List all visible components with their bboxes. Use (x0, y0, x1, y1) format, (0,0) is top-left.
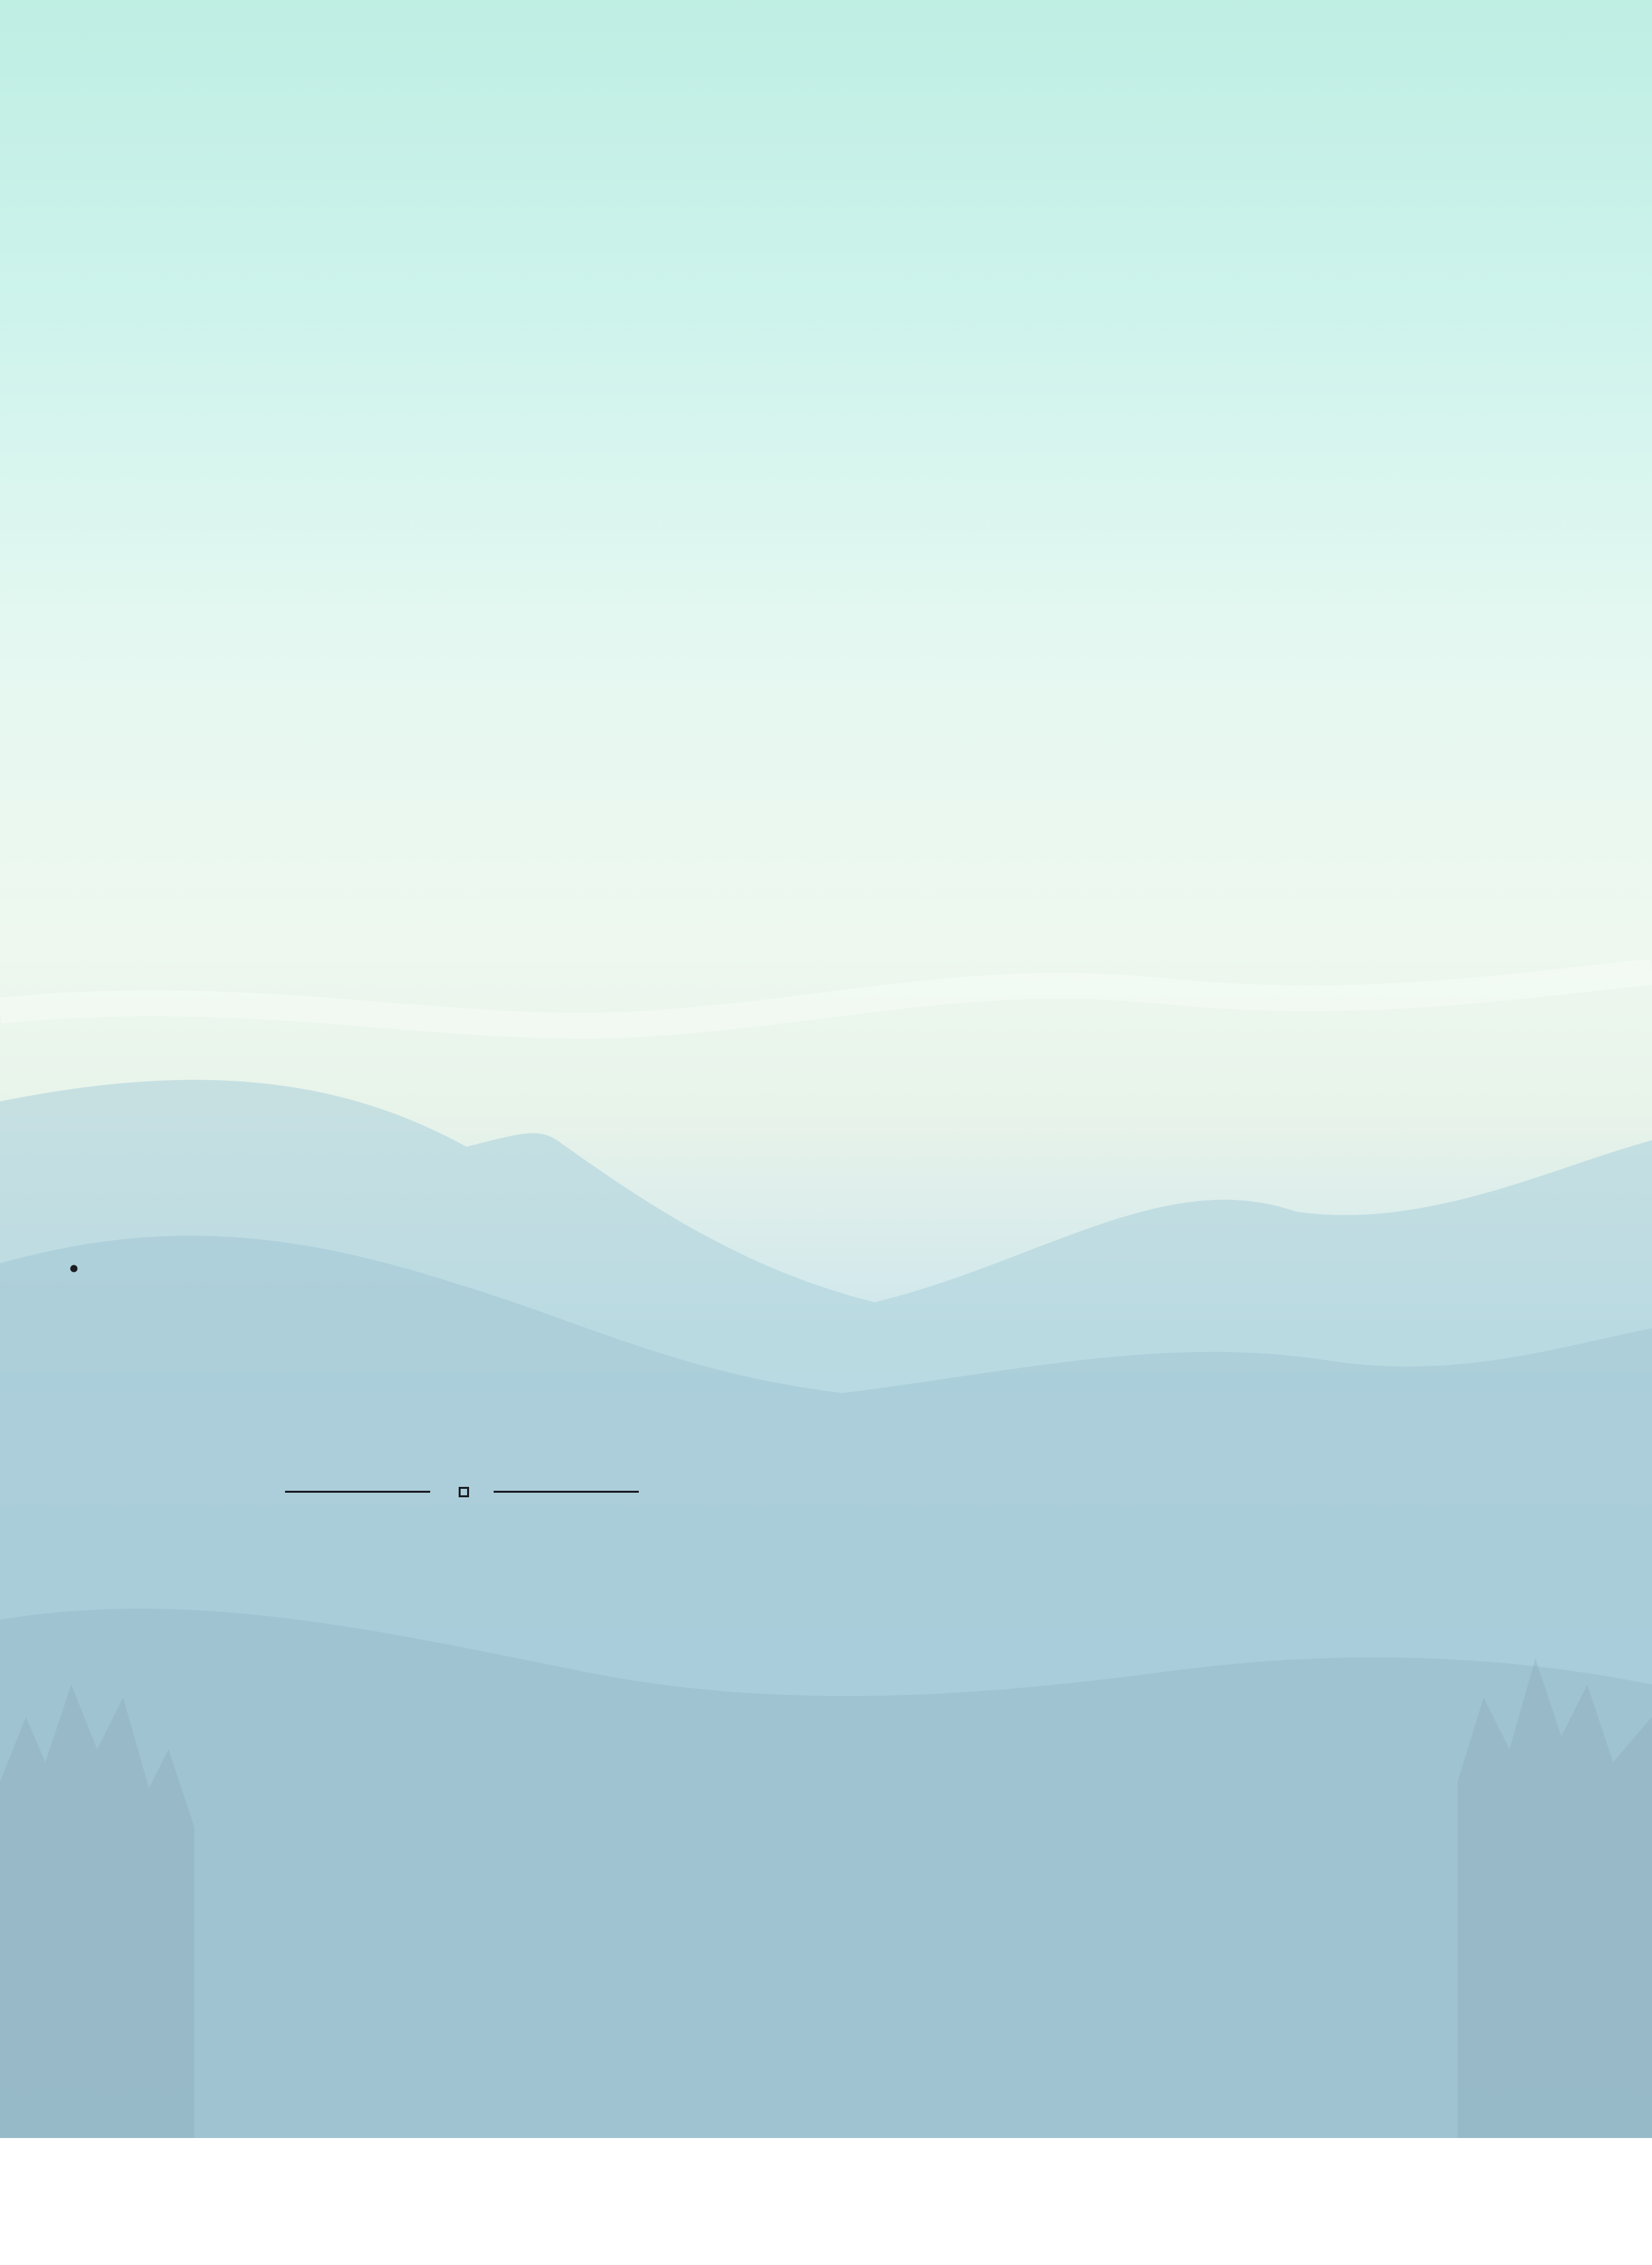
hidden-divider (976, 2252, 1552, 2265)
divider-line (494, 1491, 639, 1493)
section-divider (285, 1485, 648, 1498)
divider-line (285, 1491, 430, 1493)
divider-dot-icon (459, 1487, 469, 1497)
